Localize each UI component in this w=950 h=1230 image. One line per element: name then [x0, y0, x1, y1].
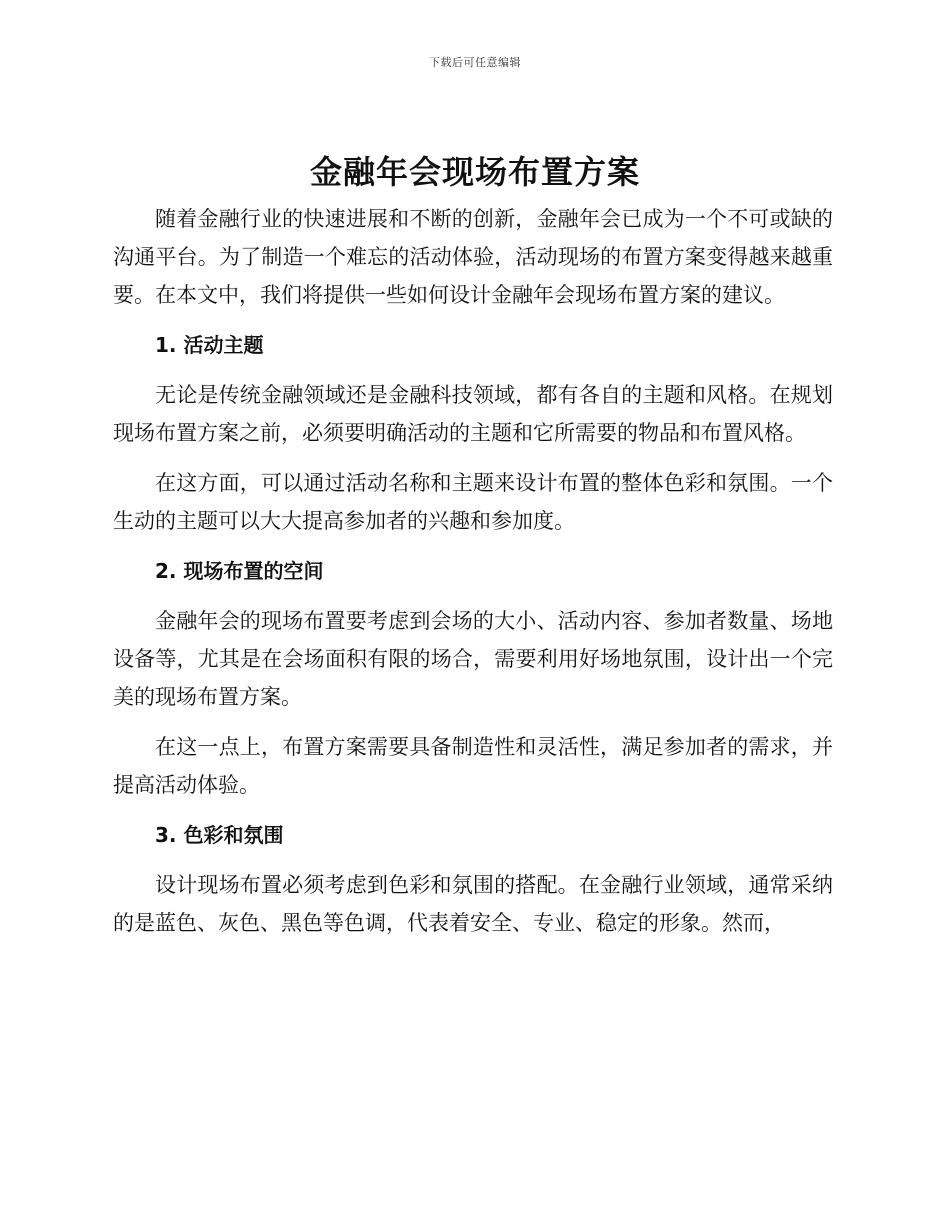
section-heading-space: 2. 现场布置的空间	[155, 559, 324, 583]
document-title: 金融年会现场布置方案	[309, 153, 640, 191]
section-paragraph: 金融年会的现场布置要考虑到会场的大小、活动内容、参加者数量、场地设备等，尤其是在会场面积有限的场合，需要利用好场地氛围，设计出一个完美的现场布置方案。	[113, 609, 833, 709]
section-paragraph: 在这方面，可以通过活动名称和主题来设计布置的整体色彩和氛围。一个生动的主题可以大大提高参加者的兴趣和参加度。	[113, 471, 833, 533]
section-paragraph: 在这一点上，布置方案需要具备制造性和灵活性，满足参加者的需求，并提高活动体验。	[113, 735, 833, 797]
section-heading-color: 3. 色彩和氛围	[155, 823, 284, 847]
section-paragraph: 无论是传统金融领域还是金融科技领域，都有各自的主题和风格。在规划现场布置方案之前，必须要明确活动的主题和它所需要的物品和布置风格。	[113, 383, 833, 445]
section-paragraph: 设计现场布置必须考虑到色彩和氛围的搭配。在金融行业领域，通常采纳的是蓝色、灰色、黑色等色调，代表着安全、专业、稳定的形象。然而，	[113, 873, 833, 935]
document-body	[113, 200, 833, 954]
intro-paragraph: 随着金融行业的快速进展和不断的创新，金融年会已成为一个不可或缺的沟通平台。为了制造一个难忘的活动体验，活动现场的布置方案变得越来越重要。在本文中，我们将提供一些如何设计金融年会现场布置方案的建议。	[113, 207, 833, 307]
section-heading-theme: 1. 活动主题	[155, 333, 264, 357]
header-note: 下载后可任意编辑	[429, 56, 521, 69]
